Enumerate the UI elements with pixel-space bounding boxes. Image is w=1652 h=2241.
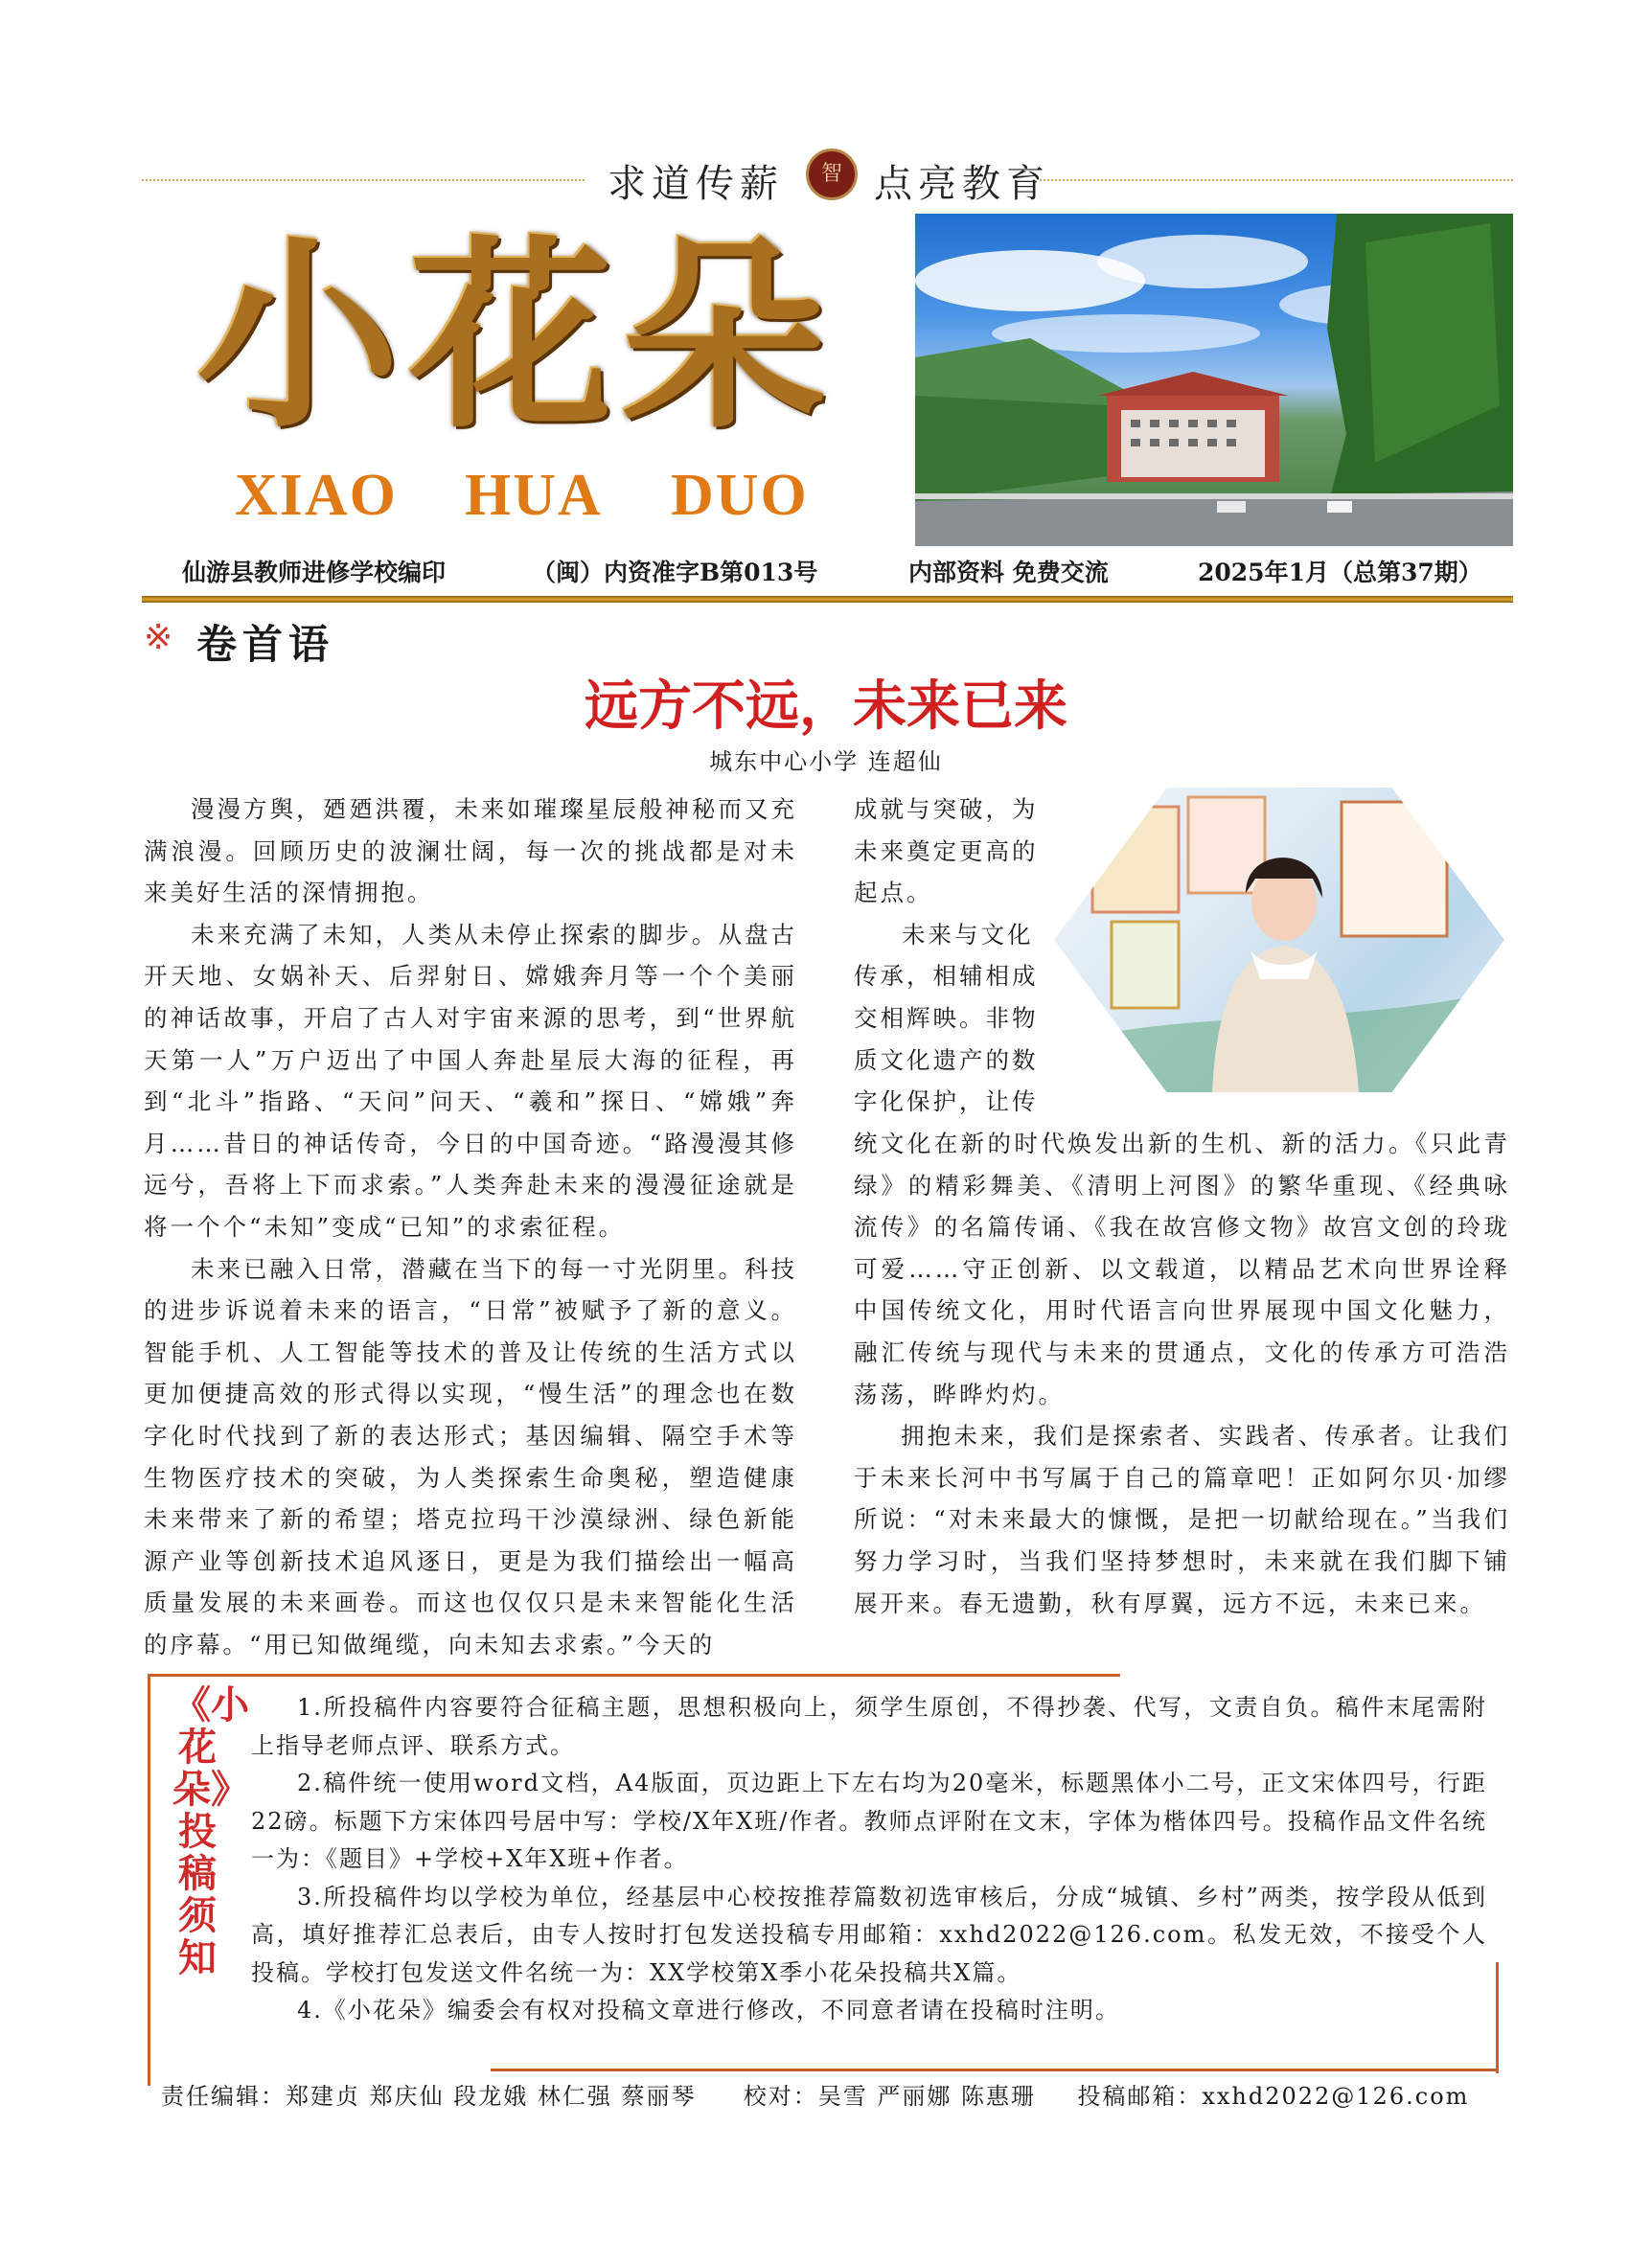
note-item: 1.所投稿件内容要符合征稿主题，思想积极向上，须学生原创，不得抄袭、代写，文责自负。稿件末尾需附上指导老师点评、联系方式。 bbox=[251, 1694, 1487, 1759]
note-item: 3.所投稿件均以学校为单位，经基层中心校按推荐篇数初选审核后，分成“城镇、乡村”两类，按学段从低到高，填好推荐汇总表后，由专人按时打包发送投稿专用邮箱：xxhd2022@126.com。私发无效，不接受个人投稿。学校打包发送文件名统一为：XX学校第X季小花朵投稿共X篇。 bbox=[251, 1883, 1487, 1986]
article-title: 远方不远，未来已来 bbox=[585, 675, 1067, 738]
text-line: 起点。 bbox=[854, 879, 933, 907]
text-line: 未来奠定更高的 bbox=[854, 836, 1039, 865]
text-line: 字化保护，让传 bbox=[854, 1087, 1039, 1116]
text-line: 成就与突破，为 bbox=[854, 795, 1039, 823]
text-line: 传承，相辅相成 bbox=[854, 962, 1039, 991]
author-portrait-photo bbox=[1054, 788, 1504, 1092]
text-line: 未来与文化 bbox=[902, 920, 1034, 949]
photo-scene bbox=[915, 214, 1513, 546]
pinyin-xiao: XIAO bbox=[235, 463, 398, 528]
section-title: 卷首语 bbox=[196, 621, 335, 668]
motto-right: 点亮教育 bbox=[874, 162, 1050, 206]
submission-notes bbox=[251, 1689, 1487, 2030]
pinyin-duo: DUO bbox=[671, 463, 809, 528]
note-item: 2.稿件统一使用word文档，A4版面，页边距上下左右均为20毫米，标题黑体小二号，正文宋体四号，行距22磅。标题下方宋体四号居中写：学校/X年X班/作者。教师点评附在文末，字体为楷体四号。投稿作品文件名统一为：《题目》+学校+X年X班+作者。 bbox=[251, 1770, 1487, 1872]
section-mark: ※ bbox=[144, 618, 173, 657]
notes-frame-left bbox=[148, 1674, 150, 2086]
article-right-top bbox=[854, 789, 1079, 1123]
seal-char: 智 bbox=[820, 162, 842, 186]
pinyin-hua: HUA bbox=[465, 463, 603, 528]
paragraph: 未来充满了未知，人类从未停止探索的脚步。从盘古开天地、女娲补天、后羿射日、嫦娥奔月等一个个美丽的神话故事，开启了古人对宇宙来源的思考，到“世界航天第一人”万户迈出了中国人奔赴星辰大海的征程，再到“北斗”指路、“天问”问天、“羲和”探日、“嫦娥”奔月……昔日的神话传奇，今日的中国奇迹。“路漫漫其修远兮，吾将上下而求索。”人类奔赴未来的漫漫征途就是将一个个“未知”变成“已知”的求索征程。 bbox=[144, 920, 797, 1241]
internal-note: 内部资料 免费交流 bbox=[908, 559, 1109, 586]
motto-rule-left bbox=[142, 179, 585, 183]
notes-frame-right bbox=[1496, 1962, 1499, 2073]
article-byline: 城东中心小学 连超仙 bbox=[709, 748, 943, 775]
issue-date: 2025年1月（总第37期） bbox=[1198, 559, 1482, 586]
footer-credits bbox=[161, 2077, 1469, 2111]
text-line: 质文化遗产的数 bbox=[854, 1045, 1039, 1074]
text-line: 交相辉映。非物 bbox=[854, 1003, 1039, 1032]
submission-side-label: 《小花朵》投稿须知 bbox=[172, 1683, 249, 1980]
footer-email: 投稿邮箱：xxhd2022@126.com bbox=[1077, 2083, 1470, 2110]
footer-proofread: 校对：吴雪 严丽娜 陈惠珊 bbox=[743, 2083, 1037, 2110]
footer-editors: 责任编辑：郑建贞 郑庆仙 段龙娥 林仁强 蔡丽琴 bbox=[161, 2083, 697, 2110]
article-right-column bbox=[854, 1123, 1510, 1624]
note-item: 4.《小花朵》编委会有权对投稿文章进行修改，不同意者请在投稿时注明。 bbox=[297, 1997, 1120, 2024]
paragraph: 漫漫方舆，廼廼洪覆，未来如璀璨星辰般神秘而又充满浪漫。回顾历史的波澜壮阔，每一次的挑战都是对未来美好生活的深情拥抱。 bbox=[144, 795, 797, 907]
paragraph: 未来已融入日常，潜藏在当下的每一寸光阴里。科技的进步诉说着未来的语言，“日常”被赋予了新的意义。智能手机、人工智能等技术的普及让传统的生活方式以更加便捷高效的形式得以实现，“慢生活”的理念也在数字化时代找到了新的表达形式；基因编辑、隔空手术等生物医疗技术的突破，为人类探索生命奥秘，塑造健康未来带来了新的希望；塔克拉玛干沙漠绿洲、绿色新能源产业等创新技术追风逐日，更是为我们描绘出一幅高质量发展的未来画卷。而这也仅仅只是未来智能化生活的序幕。“用已知做绳缆，向未知去求索。”今天的 bbox=[144, 1254, 797, 1658]
portrait-scene bbox=[1054, 788, 1504, 1092]
masthead-title: 小花朵 bbox=[196, 217, 835, 455]
header-divider bbox=[142, 596, 1513, 603]
motto-rule-right bbox=[1040, 179, 1513, 183]
notes-frame-top bbox=[148, 1674, 1120, 1677]
notes-frame-bottom bbox=[491, 2069, 1499, 2071]
article-left-column bbox=[144, 789, 797, 1665]
school-seal-icon bbox=[806, 149, 858, 200]
school-building-photo bbox=[915, 214, 1513, 546]
paragraph: 统文化在新的时代焕发出新的生机、新的活力。《只此青绿》的精彩舞美、《清明上河图》的繁华重现、《经典咏流传》的名篇传诵、《我在故宫修文物》故宫文创的玲珑可爱……守正创新、以文载道，以精品艺术向世界诠释中国传统文化，用时代语言向世界展现中国文化魅力，融汇传统与现代与未来的贯通点，文化的传承方可浩浩荡荡，晔晔灼灼。 bbox=[854, 1130, 1510, 1408]
permit-number: （闽）内资准字B第013号 bbox=[532, 559, 818, 586]
publisher-label: 仙游县教师进修学校编印 bbox=[182, 559, 447, 586]
paragraph: 拥抱未来，我们是探索者、实践者、传承者。让我们于未来长河中书写属于自己的篇章吧！正如阿尔贝·加缪所说：“对未来最大的慷慨，是把一切献给现在。”当我们努力学习时，当我们坚持梦想时，未来就在我们脚下铺展开来。春无遗勤，秋有厚翼，远方不远，未来已来。 bbox=[854, 1422, 1510, 1617]
motto-left: 求道传薪 bbox=[608, 162, 784, 206]
